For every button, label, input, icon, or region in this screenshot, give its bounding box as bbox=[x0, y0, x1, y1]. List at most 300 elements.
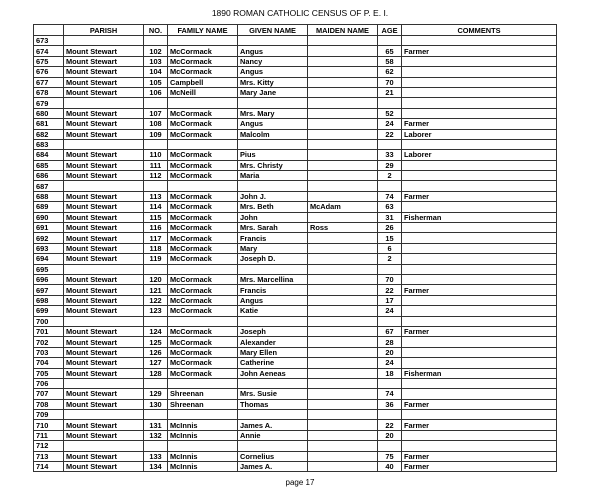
no-cell: 126 bbox=[144, 347, 168, 357]
age-cell bbox=[378, 410, 402, 420]
table-row bbox=[34, 56, 557, 66]
table-row bbox=[34, 77, 557, 87]
maiden-name-cell bbox=[308, 56, 378, 66]
row-number: 689 bbox=[34, 202, 64, 212]
comments-cell bbox=[402, 77, 557, 87]
table-row bbox=[34, 441, 557, 451]
table-row bbox=[34, 171, 557, 181]
family-name-cell bbox=[168, 139, 238, 149]
header-row bbox=[34, 25, 557, 36]
family-name-cell: McCormack bbox=[168, 285, 238, 295]
age-cell: 22 bbox=[378, 420, 402, 430]
family-name-cell: McInnis bbox=[168, 430, 238, 440]
parish-cell bbox=[64, 316, 144, 326]
no-cell: 124 bbox=[144, 326, 168, 336]
given-name-cell: Joseph D. bbox=[238, 254, 308, 264]
no-cell: 125 bbox=[144, 337, 168, 347]
family-name-cell: McCormack bbox=[168, 108, 238, 118]
parish-cell: Mount Stewart bbox=[64, 67, 144, 77]
table-row bbox=[34, 98, 557, 108]
given-name-cell: Malcolm bbox=[238, 129, 308, 139]
age-cell: 67 bbox=[378, 326, 402, 336]
parish-cell: Mount Stewart bbox=[64, 326, 144, 336]
no-cell: 107 bbox=[144, 108, 168, 118]
comments-cell: Farmer bbox=[402, 326, 557, 336]
parish-cell: Mount Stewart bbox=[64, 223, 144, 233]
comments-cell bbox=[402, 441, 557, 451]
maiden-name-cell bbox=[308, 410, 378, 420]
row-number: 678 bbox=[34, 87, 64, 97]
given-name-cell: Nancy bbox=[238, 56, 308, 66]
family-name-cell: McCormack bbox=[168, 191, 238, 201]
age-cell: 20 bbox=[378, 347, 402, 357]
no-cell: 116 bbox=[144, 223, 168, 233]
comments-cell bbox=[402, 36, 557, 46]
table-row bbox=[34, 254, 557, 264]
table-row bbox=[34, 233, 557, 243]
parish-cell bbox=[64, 36, 144, 46]
row-number: 699 bbox=[34, 306, 64, 316]
table-row bbox=[34, 264, 557, 274]
family-name-cell: McInnis bbox=[168, 420, 238, 430]
maiden-name-cell bbox=[308, 430, 378, 440]
no-cell: 106 bbox=[144, 87, 168, 97]
maiden-name-cell bbox=[308, 285, 378, 295]
maiden-name-cell bbox=[308, 139, 378, 149]
given-name-cell: Cornelius bbox=[238, 451, 308, 461]
comments-cell bbox=[402, 410, 557, 420]
given-name-cell: Mrs. Sarah bbox=[238, 223, 308, 233]
comments-cell: Farmer bbox=[402, 462, 557, 472]
parish-cell: Mount Stewart bbox=[64, 337, 144, 347]
family-name-cell: McCormack bbox=[168, 56, 238, 66]
age-cell bbox=[378, 316, 402, 326]
comments-cell bbox=[402, 98, 557, 108]
table-row bbox=[34, 181, 557, 191]
census-table bbox=[33, 24, 557, 472]
maiden-name-cell bbox=[308, 46, 378, 56]
no-cell: 105 bbox=[144, 77, 168, 87]
row-number: 707 bbox=[34, 389, 64, 399]
no-cell bbox=[144, 441, 168, 451]
given-name-cell: Angus bbox=[238, 67, 308, 77]
comments-cell bbox=[402, 202, 557, 212]
parish-cell bbox=[64, 181, 144, 191]
row-number: 682 bbox=[34, 129, 64, 139]
family-name-cell: McCormack bbox=[168, 129, 238, 139]
given-name-cell: Mrs. Christy bbox=[238, 160, 308, 170]
row-number: 697 bbox=[34, 285, 64, 295]
table-row bbox=[34, 295, 557, 305]
given-name-cell: Thomas bbox=[238, 399, 308, 409]
age-cell: 70 bbox=[378, 274, 402, 284]
family-name-cell: McCormack bbox=[168, 358, 238, 368]
family-name-cell: McCormack bbox=[168, 347, 238, 357]
parish-cell: Mount Stewart bbox=[64, 254, 144, 264]
table-row bbox=[34, 451, 557, 461]
table-row bbox=[34, 150, 557, 160]
age-cell: 2 bbox=[378, 254, 402, 264]
family-name-cell: McCormack bbox=[168, 337, 238, 347]
row-number: 714 bbox=[34, 462, 64, 472]
comments-cell: Laborer bbox=[402, 129, 557, 139]
family-name-cell: McCormack bbox=[168, 223, 238, 233]
no-cell: 132 bbox=[144, 430, 168, 440]
family-name-cell: McCormack bbox=[168, 160, 238, 170]
maiden-name-cell bbox=[308, 77, 378, 87]
given-name-cell: Mary Jane bbox=[238, 87, 308, 97]
table-row bbox=[34, 36, 557, 46]
maiden-name-cell bbox=[308, 243, 378, 253]
family-name-cell bbox=[168, 378, 238, 388]
family-name-cell bbox=[168, 98, 238, 108]
comments-cell bbox=[402, 160, 557, 170]
comments-cell bbox=[402, 306, 557, 316]
parish-cell: Mount Stewart bbox=[64, 358, 144, 368]
maiden-name-cell bbox=[308, 316, 378, 326]
header-maiden-name: MAIDEN NAME bbox=[308, 25, 378, 36]
maiden-name-cell bbox=[308, 98, 378, 108]
given-name-cell: Catherine bbox=[238, 358, 308, 368]
table-row bbox=[34, 316, 557, 326]
comments-cell bbox=[402, 274, 557, 284]
age-cell: 65 bbox=[378, 46, 402, 56]
row-number: 693 bbox=[34, 243, 64, 253]
parish-cell: Mount Stewart bbox=[64, 160, 144, 170]
row-number: 698 bbox=[34, 295, 64, 305]
given-name-cell: Mrs. Kitty bbox=[238, 77, 308, 87]
no-cell: 123 bbox=[144, 306, 168, 316]
no-cell: 131 bbox=[144, 420, 168, 430]
maiden-name-cell bbox=[308, 191, 378, 201]
table-row bbox=[34, 368, 557, 378]
table-row bbox=[34, 212, 557, 222]
age-cell: 2 bbox=[378, 171, 402, 181]
maiden-name-cell: McAdam bbox=[308, 202, 378, 212]
comments-cell bbox=[402, 233, 557, 243]
comments-cell bbox=[402, 347, 557, 357]
parish-cell: Mount Stewart bbox=[64, 150, 144, 160]
given-name-cell: Mrs. Mary bbox=[238, 108, 308, 118]
row-number: 702 bbox=[34, 337, 64, 347]
given-name-cell: Alexander bbox=[238, 337, 308, 347]
row-number: 701 bbox=[34, 326, 64, 336]
age-cell: 17 bbox=[378, 295, 402, 305]
age-cell: 29 bbox=[378, 160, 402, 170]
row-number: 680 bbox=[34, 108, 64, 118]
table-row bbox=[34, 87, 557, 97]
family-name-cell: McInnis bbox=[168, 451, 238, 461]
maiden-name-cell bbox=[308, 254, 378, 264]
table-row bbox=[34, 274, 557, 284]
parish-cell: Mount Stewart bbox=[64, 243, 144, 253]
age-cell bbox=[378, 139, 402, 149]
parish-cell: Mount Stewart bbox=[64, 430, 144, 440]
page-number: page 17 bbox=[285, 478, 315, 487]
table-row bbox=[34, 389, 557, 399]
maiden-name-cell bbox=[308, 171, 378, 181]
no-cell: 113 bbox=[144, 191, 168, 201]
no-cell: 133 bbox=[144, 451, 168, 461]
no-cell: 122 bbox=[144, 295, 168, 305]
comments-cell: Farmer bbox=[402, 451, 557, 461]
given-name-cell bbox=[238, 139, 308, 149]
comments-cell: Farmer bbox=[402, 119, 557, 129]
no-cell bbox=[144, 410, 168, 420]
maiden-name-cell bbox=[308, 108, 378, 118]
comments-cell bbox=[402, 171, 557, 181]
family-name-cell: McCormack bbox=[168, 254, 238, 264]
given-name-cell: Maria bbox=[238, 171, 308, 181]
age-cell: 26 bbox=[378, 223, 402, 233]
given-name-cell bbox=[238, 316, 308, 326]
parish-cell: Mount Stewart bbox=[64, 46, 144, 56]
comments-cell bbox=[402, 243, 557, 253]
header-given-name: GIVEN NAME bbox=[238, 25, 308, 36]
age-cell: 74 bbox=[378, 191, 402, 201]
maiden-name-cell bbox=[308, 306, 378, 316]
comments-cell bbox=[402, 389, 557, 399]
table-row bbox=[34, 202, 557, 212]
family-name-cell: Shreenan bbox=[168, 389, 238, 399]
table-row bbox=[34, 347, 557, 357]
maiden-name-cell bbox=[308, 36, 378, 46]
family-name-cell: McCormack bbox=[168, 295, 238, 305]
given-name-cell bbox=[238, 181, 308, 191]
row-number: 676 bbox=[34, 67, 64, 77]
no-cell: 102 bbox=[144, 46, 168, 56]
table-row bbox=[34, 462, 557, 472]
no-cell: 110 bbox=[144, 150, 168, 160]
no-cell: 118 bbox=[144, 243, 168, 253]
row-number: 679 bbox=[34, 98, 64, 108]
no-cell: 130 bbox=[144, 399, 168, 409]
family-name-cell: McCormack bbox=[168, 274, 238, 284]
age-cell: 28 bbox=[378, 337, 402, 347]
comments-cell: Farmer bbox=[402, 46, 557, 56]
table-row bbox=[34, 46, 557, 56]
age-cell bbox=[378, 378, 402, 388]
row-number: 709 bbox=[34, 410, 64, 420]
table-row bbox=[34, 243, 557, 253]
maiden-name-cell bbox=[308, 87, 378, 97]
parish-cell: Mount Stewart bbox=[64, 399, 144, 409]
given-name-cell: Annie bbox=[238, 430, 308, 440]
comments-cell: Farmer bbox=[402, 285, 557, 295]
table-row bbox=[34, 129, 557, 139]
maiden-name-cell bbox=[308, 233, 378, 243]
given-name-cell: Joseph bbox=[238, 326, 308, 336]
maiden-name-cell bbox=[308, 399, 378, 409]
parish-cell: Mount Stewart bbox=[64, 56, 144, 66]
maiden-name-cell bbox=[308, 420, 378, 430]
comments-cell bbox=[402, 295, 557, 305]
family-name-cell: McCormack bbox=[168, 150, 238, 160]
row-number: 674 bbox=[34, 46, 64, 56]
no-cell: 103 bbox=[144, 56, 168, 66]
given-name-cell bbox=[238, 378, 308, 388]
given-name-cell: Pius bbox=[238, 150, 308, 160]
no-cell bbox=[144, 139, 168, 149]
parish-cell: Mount Stewart bbox=[64, 108, 144, 118]
comments-cell bbox=[402, 264, 557, 274]
age-cell: 20 bbox=[378, 430, 402, 440]
no-cell bbox=[144, 378, 168, 388]
comments-cell bbox=[402, 181, 557, 191]
row-number: 695 bbox=[34, 264, 64, 274]
parish-cell bbox=[64, 139, 144, 149]
family-name-cell bbox=[168, 410, 238, 420]
maiden-name-cell bbox=[308, 389, 378, 399]
parish-cell: Mount Stewart bbox=[64, 420, 144, 430]
row-number: 673 bbox=[34, 36, 64, 46]
header-age: AGE bbox=[378, 25, 402, 36]
maiden-name-cell bbox=[308, 358, 378, 368]
maiden-name-cell bbox=[308, 368, 378, 378]
row-number: 692 bbox=[34, 233, 64, 243]
age-cell: 21 bbox=[378, 87, 402, 97]
page-title: 1890 ROMAN CATHOLIC CENSUS OF P. E. I. bbox=[211, 8, 389, 18]
given-name-cell: John J. bbox=[238, 191, 308, 201]
given-name-cell: Mrs. Susie bbox=[238, 389, 308, 399]
no-cell: 108 bbox=[144, 119, 168, 129]
table-row bbox=[34, 420, 557, 430]
age-cell: 40 bbox=[378, 462, 402, 472]
given-name-cell: Angus bbox=[238, 119, 308, 129]
parish-cell bbox=[64, 441, 144, 451]
no-cell: 117 bbox=[144, 233, 168, 243]
maiden-name-cell bbox=[308, 212, 378, 222]
age-cell: 18 bbox=[378, 368, 402, 378]
row-number: 712 bbox=[34, 441, 64, 451]
comments-cell: Laborer bbox=[402, 150, 557, 160]
parish-cell: Mount Stewart bbox=[64, 274, 144, 284]
parish-cell: Mount Stewart bbox=[64, 306, 144, 316]
table-row bbox=[34, 326, 557, 336]
row-number: 687 bbox=[34, 181, 64, 191]
maiden-name-cell bbox=[308, 295, 378, 305]
table-row bbox=[34, 223, 557, 233]
table-row bbox=[34, 399, 557, 409]
header-row-number bbox=[34, 25, 64, 36]
row-number: 683 bbox=[34, 139, 64, 149]
no-cell bbox=[144, 264, 168, 274]
comments-cell: Farmer bbox=[402, 191, 557, 201]
age-cell: 74 bbox=[378, 389, 402, 399]
row-number: 700 bbox=[34, 316, 64, 326]
maiden-name-cell bbox=[308, 264, 378, 274]
given-name-cell: Mary bbox=[238, 243, 308, 253]
table-row bbox=[34, 119, 557, 129]
age-cell: 33 bbox=[378, 150, 402, 160]
no-cell: 128 bbox=[144, 368, 168, 378]
family-name-cell bbox=[168, 316, 238, 326]
table-row bbox=[34, 410, 557, 420]
family-name-cell: McInnis bbox=[168, 462, 238, 472]
row-number: 677 bbox=[34, 77, 64, 87]
parish-cell: Mount Stewart bbox=[64, 285, 144, 295]
row-number: 713 bbox=[34, 451, 64, 461]
parish-cell bbox=[64, 378, 144, 388]
table-row bbox=[34, 306, 557, 316]
no-cell: 127 bbox=[144, 358, 168, 368]
family-name-cell: McCormack bbox=[168, 233, 238, 243]
no-cell: 121 bbox=[144, 285, 168, 295]
given-name-cell: James A. bbox=[238, 420, 308, 430]
comments-cell bbox=[402, 139, 557, 149]
table-row bbox=[34, 430, 557, 440]
comments-cell bbox=[402, 358, 557, 368]
age-cell bbox=[378, 264, 402, 274]
age-cell: 36 bbox=[378, 399, 402, 409]
comments-cell bbox=[402, 223, 557, 233]
parish-cell bbox=[64, 98, 144, 108]
given-name-cell: James A. bbox=[238, 462, 308, 472]
age-cell bbox=[378, 441, 402, 451]
parish-cell: Mount Stewart bbox=[64, 347, 144, 357]
family-name-cell: McCormack bbox=[168, 67, 238, 77]
age-cell: 63 bbox=[378, 202, 402, 212]
given-name-cell bbox=[238, 98, 308, 108]
age-cell: 24 bbox=[378, 119, 402, 129]
parish-cell bbox=[64, 410, 144, 420]
parish-cell: Mount Stewart bbox=[64, 87, 144, 97]
row-number: 684 bbox=[34, 150, 64, 160]
family-name-cell: McNeill bbox=[168, 87, 238, 97]
parish-cell: Mount Stewart bbox=[64, 212, 144, 222]
row-number: 710 bbox=[34, 420, 64, 430]
given-name-cell: Angus bbox=[238, 295, 308, 305]
comments-cell bbox=[402, 337, 557, 347]
parish-cell: Mount Stewart bbox=[64, 77, 144, 87]
comments-cell bbox=[402, 87, 557, 97]
row-number: 711 bbox=[34, 430, 64, 440]
header-no: NO. bbox=[144, 25, 168, 36]
age-cell: 24 bbox=[378, 358, 402, 368]
family-name-cell: McCormack bbox=[168, 326, 238, 336]
row-number: 675 bbox=[34, 56, 64, 66]
age-cell: 75 bbox=[378, 451, 402, 461]
given-name-cell: Francis bbox=[238, 233, 308, 243]
given-name-cell: Mary Ellen bbox=[238, 347, 308, 357]
family-name-cell: Campbell bbox=[168, 77, 238, 87]
age-cell: 6 bbox=[378, 243, 402, 253]
given-name-cell: Mrs. Marcellina bbox=[238, 274, 308, 284]
comments-cell bbox=[402, 430, 557, 440]
no-cell: 120 bbox=[144, 274, 168, 284]
row-number: 686 bbox=[34, 171, 64, 181]
given-name-cell: Mrs. Beth bbox=[238, 202, 308, 212]
maiden-name-cell bbox=[308, 347, 378, 357]
no-cell: 109 bbox=[144, 129, 168, 139]
maiden-name-cell bbox=[308, 150, 378, 160]
maiden-name-cell bbox=[308, 337, 378, 347]
given-name-cell: Katie bbox=[238, 306, 308, 316]
age-cell bbox=[378, 36, 402, 46]
row-number: 696 bbox=[34, 274, 64, 284]
comments-cell bbox=[402, 108, 557, 118]
header-comments: COMMENTS bbox=[402, 25, 557, 36]
row-number: 705 bbox=[34, 368, 64, 378]
maiden-name-cell bbox=[308, 441, 378, 451]
family-name-cell: McCormack bbox=[168, 202, 238, 212]
table-row bbox=[34, 160, 557, 170]
no-cell bbox=[144, 98, 168, 108]
maiden-name-cell bbox=[308, 451, 378, 461]
no-cell bbox=[144, 181, 168, 191]
age-cell bbox=[378, 181, 402, 191]
header-family-name: FAMILY NAME bbox=[168, 25, 238, 36]
